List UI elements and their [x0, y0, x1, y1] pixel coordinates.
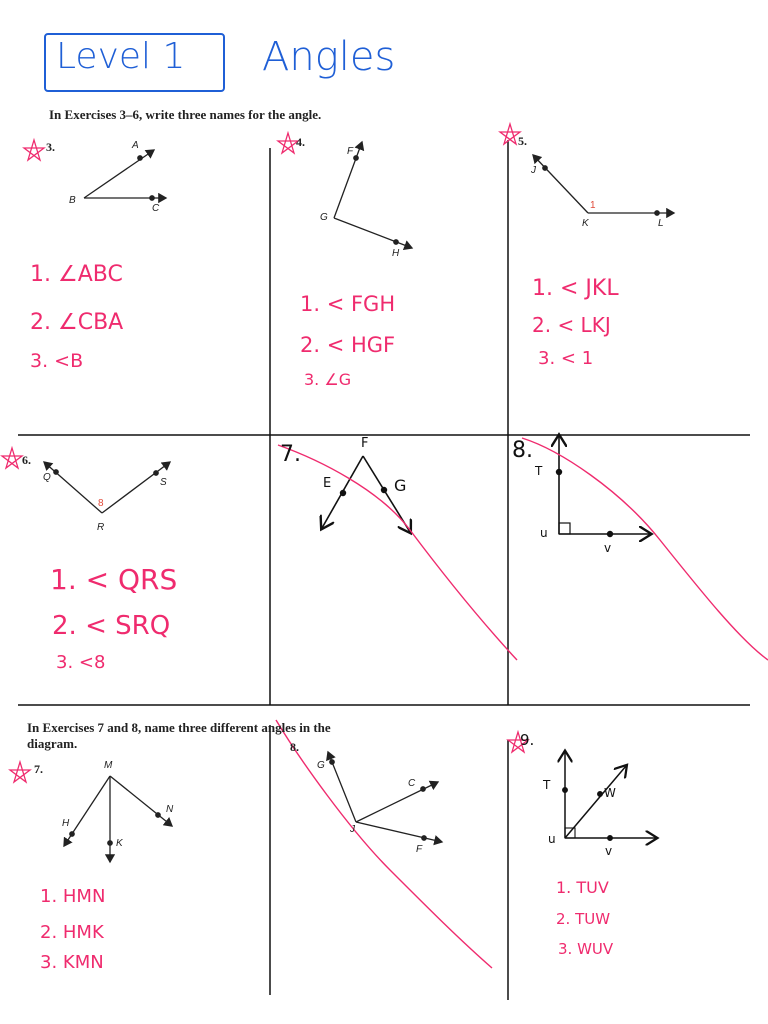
answer-line: 1. ∠ABC [30, 262, 123, 287]
angle-fgh-diagram [334, 142, 412, 248]
point-label: H [62, 818, 70, 829]
point-label: L [658, 218, 664, 229]
crossout-strokes [276, 438, 768, 968]
answer-line: 2. HMK [40, 922, 104, 943]
point-label: K [582, 218, 589, 229]
point-label: R [97, 522, 105, 533]
point-label: Q [43, 472, 51, 483]
answer-line: 2. < LKJ [532, 313, 611, 337]
star-mark-icon [2, 124, 528, 782]
point-label: F [416, 844, 423, 855]
answer-line: 1. HMN [40, 886, 106, 907]
point-label: F [361, 436, 369, 451]
level-title: Level 1 [56, 36, 186, 77]
point-label: E [323, 476, 332, 491]
point-label: B [69, 195, 76, 206]
exercise-number: 4. [296, 135, 305, 149]
exercise-number: 5. [518, 134, 527, 148]
point-label: G [394, 476, 407, 495]
handdrawn-angle-tuv [557, 436, 650, 536]
exercise-number: 8. [512, 438, 533, 463]
point-label: S [160, 477, 167, 488]
angle-gjc-diagram [328, 752, 442, 842]
point-label: u [540, 526, 548, 540]
point-label: N [166, 804, 174, 815]
point-label: M [104, 760, 113, 771]
angle-abc-diagram [84, 150, 166, 200]
exercise-number: 8. [290, 740, 299, 754]
answer-line: 3. WUV [558, 940, 614, 958]
point-label: W [604, 786, 616, 800]
point-label: v [605, 844, 613, 858]
exercise-number: 7. [34, 762, 43, 776]
point-label: F [347, 146, 354, 157]
point-label: T [543, 778, 551, 792]
exercise-number: 9. [520, 731, 535, 749]
exercise-number: 3. [46, 140, 55, 154]
angle-hmk-diagram [64, 776, 172, 862]
point-label: G [317, 760, 325, 771]
point-label: C [408, 778, 416, 789]
section1-instruction: In Exercises 3–6, write three names for the angle. [49, 107, 322, 122]
answer-line: 1. < JKL [532, 276, 619, 301]
answer-line: 1. < FGH [300, 292, 396, 316]
answer-line: 3. KMN [40, 952, 104, 973]
answer-line: 1. < QRS [50, 563, 178, 596]
point-label: C [152, 203, 160, 214]
topic-title: Angles [262, 34, 396, 80]
section2-instruction-line1: In Exercises 7 and 8, name three different angles in the [27, 720, 331, 735]
angle-jkl-diagram [533, 155, 674, 215]
exercise-number: 7. [280, 442, 301, 467]
point-label: T [535, 464, 543, 478]
angle-number-label: 1 [590, 200, 596, 211]
point-label: v [604, 541, 612, 555]
answer-line: 3. ∠G [304, 370, 352, 389]
point-label: H [392, 248, 400, 259]
point-label: K [116, 838, 123, 849]
section2-instruction-line2: diagram. [27, 736, 78, 751]
point-label: u [548, 832, 556, 846]
point-label: J [531, 165, 536, 176]
answer-line: 2. < HGF [300, 333, 396, 357]
answer-line: 3. <8 [56, 652, 106, 673]
point-label: A [132, 140, 139, 151]
answer-line: 1. TUV [556, 878, 609, 897]
angle-number-label: 8 [98, 498, 104, 509]
answer-line: 2. TUW [556, 910, 611, 928]
point-label: G [320, 212, 328, 223]
point-label: J [350, 824, 355, 835]
answer-line: 2. < SRQ [52, 611, 171, 641]
answer-line: 3. <B [30, 350, 84, 372]
angle-qrs-diagram [44, 462, 170, 513]
answer-line: 2. ∠CBA [30, 310, 124, 335]
exercise-number: 6. [22, 453, 31, 467]
answer-line: 3. < 1 [538, 348, 594, 369]
